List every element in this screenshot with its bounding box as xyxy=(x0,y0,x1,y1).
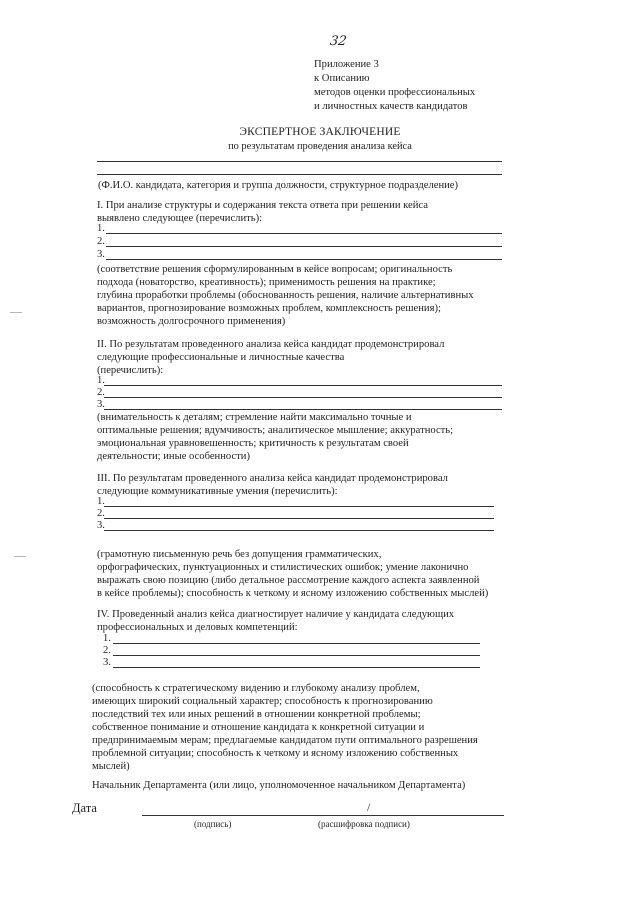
answer-line xyxy=(104,506,494,507)
answer-line xyxy=(104,518,494,519)
section-4-heading: профессиональных и деловых компетенций: xyxy=(97,622,298,633)
section-1-heading: выявлено следующее (перечислить): xyxy=(97,213,263,224)
section-2-heading: (перечислить): xyxy=(97,365,164,376)
scan-artifact xyxy=(10,312,22,313)
fio-blank-line xyxy=(97,161,502,162)
signature-caption: (подпись) xyxy=(194,819,232,829)
section-1-heading: I. При анализе структуры и содержания текста ответа при решении кейса xyxy=(97,200,428,211)
section-1-note: возможность долгосрочного применения) xyxy=(97,316,286,327)
signature-slash: / xyxy=(367,800,371,814)
section-4-note: проблемной ситуации; способность к четкому и ясному изложению собственных xyxy=(92,748,459,759)
item-number: 3. xyxy=(103,657,111,668)
signatory-label: Начальник Департамента (или лицо, уполномоченное начальником Департамента) xyxy=(92,780,466,791)
section-1-note: (соответствие решения сформулированным в кейсе вопросам; оригинальность xyxy=(97,264,453,275)
page-number: 32 xyxy=(328,34,348,49)
appendix-line: Приложение 3 xyxy=(314,59,379,70)
section-2-note: деятельности; иные особенности) xyxy=(97,451,250,462)
section-3-note: в кейсе проблемы); способность к четкому и ясному изложению собственных мыслей) xyxy=(97,588,489,599)
answer-line xyxy=(106,246,502,247)
item-number: 1. xyxy=(103,633,111,644)
item-number: 1. xyxy=(97,223,105,234)
section-1-note: глубина проработки проблемы (обоснованность решения, наличие альтернативных xyxy=(97,290,474,301)
item-number: 3. xyxy=(97,520,105,531)
appendix-line: к Описанию xyxy=(314,73,370,84)
section-4-note: мыслей) xyxy=(92,761,130,772)
fio-caption: (Ф.И.О. кандидата, категория и группа должности, структурное подразделение) xyxy=(98,180,459,191)
section-1-note: подхода (новаторство, креативность); применимость решения на практике; xyxy=(97,277,436,288)
section-3-heading: следующие коммуникативные умения (перечислить): xyxy=(97,486,338,497)
answer-line xyxy=(104,397,502,398)
section-3-note: (грамотную письменную речь без допущения грамматических, xyxy=(97,549,382,560)
section-2-note: оптимальные решения; вдумчивость; аналитическое мышление; аккуратность; xyxy=(97,425,454,436)
answer-line xyxy=(113,655,480,656)
section-4-note: предпринимаемым мерам; предлагаемые кандидатом пути оптимального разрешения xyxy=(92,735,478,746)
item-number: 3. xyxy=(97,249,105,260)
section-1-note: вариантов, прогнозирование возможных проблем, комплексность решения); xyxy=(97,303,441,314)
fio-blank-line xyxy=(97,174,502,175)
section-4-note: (способность к стратегическому видению и глубокому анализу проблем, xyxy=(92,683,420,694)
section-2-heading: следующие профессиональные и личностные качества xyxy=(97,352,345,363)
section-2-note: эмоциональная уравновешенность; критичность к результатам своей xyxy=(97,438,409,449)
item-number: 2. xyxy=(103,645,111,656)
section-2-note: (внимательность к деталям; стремление найти максимально точные и xyxy=(97,412,412,423)
section-3-note: орфографических, пунктуационных и стилистических ошибок; умение лаконично xyxy=(97,562,469,573)
section-4-note: имеющих широкий социальный характер; способность к прогнозированию xyxy=(92,696,433,707)
appendix-line: и личностных качеств кандидатов xyxy=(314,101,468,112)
section-4-note: собственное понимание и отношение кандидата к конкретной ситуации и xyxy=(92,722,425,733)
answer-line xyxy=(113,667,480,668)
scan-artifact xyxy=(14,556,26,557)
document-subtitle: по результатам проведения анализа кейса xyxy=(228,141,412,152)
item-number: 2. xyxy=(97,236,105,247)
decoding-caption: (расшифровка подписи) xyxy=(318,819,410,829)
answer-line xyxy=(106,259,502,260)
section-3-note: выражать свою позицию (либо детальное рассмотрение каждого аспекта заявленной xyxy=(97,575,480,586)
signature-line xyxy=(142,815,504,816)
item-number: 2. xyxy=(97,387,105,398)
answer-line xyxy=(113,643,480,644)
date-label: Дата xyxy=(72,801,97,815)
document-title: ЭКСПЕРТНОЕ ЗАКЛЮЧЕНИЕ xyxy=(239,126,401,138)
answer-line xyxy=(104,530,494,531)
item-number: 3. xyxy=(97,399,105,410)
appendix-line: методов оценки профессиональных xyxy=(314,87,476,98)
section-3-heading: III. По результатам проведенного анализа кейса кандидат продемонстрировал xyxy=(97,473,448,484)
answer-line xyxy=(106,233,502,234)
section-4-heading: IV. Проведенный анализ кейса диагностирует наличие у кандидата следующих xyxy=(97,609,455,620)
item-number: 1. xyxy=(97,496,105,507)
item-number: 2. xyxy=(97,508,105,519)
item-number: 1. xyxy=(97,375,105,386)
answer-line xyxy=(104,409,502,410)
section-4-note: последствий тех или иных решений в отношении конкретной проблемы; xyxy=(92,709,421,720)
answer-line xyxy=(104,385,502,386)
section-2-heading: II. По результатам проведенного анализа кейса кандидат продемонстрировал xyxy=(97,339,445,350)
